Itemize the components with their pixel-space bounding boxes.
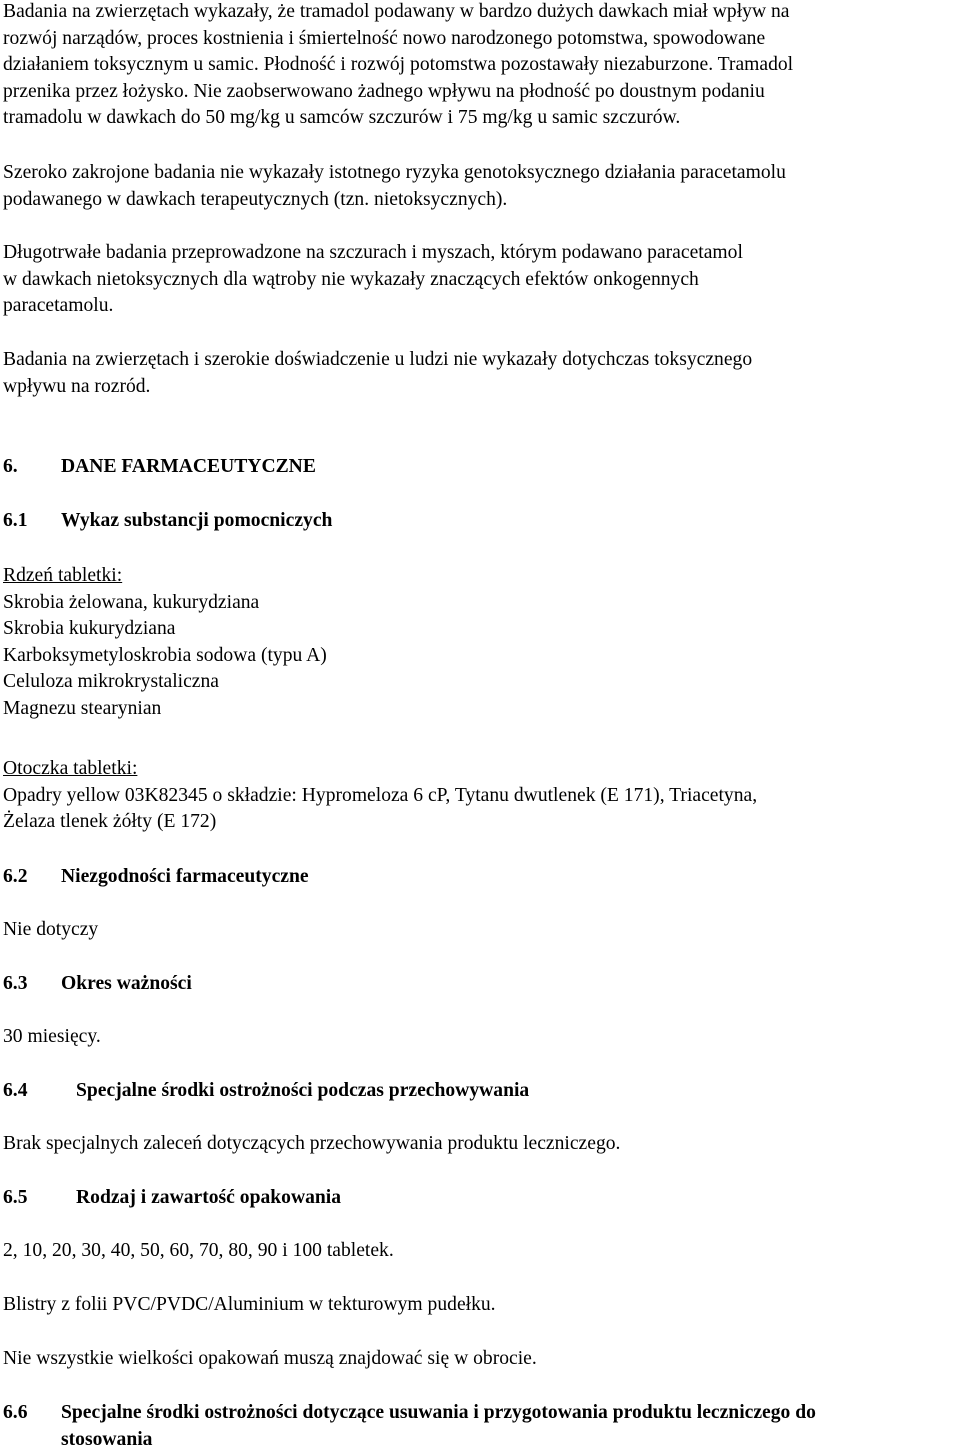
text-line: Szeroko zakrojone badania nie wykazały istotnego ryzyka genotoksycznego działania paracetamolu (3, 160, 960, 187)
section-title: Wykaz substancji pomocniczych (61, 510, 332, 531)
text-line: wpływu na rozród. (3, 374, 960, 401)
excipient-item: Celuloza mikrokrystaliczna (3, 669, 960, 696)
tablet-core-list (3, 563, 960, 722)
text-line: tramadolu w dawkach do 50 mg/kg u samców szczurów i 75 mg/kg u samic szczurów. (3, 105, 960, 132)
section-heading-6-6 (3, 1400, 960, 1453)
paragraph-genotoxicity (3, 160, 960, 213)
section-title: Specjalne środki ostrożności podczas przechowywania (76, 1080, 529, 1101)
section-number: 6.3 (3, 971, 61, 998)
text-line: przenika przez łożysko. Nie zaobserwowano żadnego wpływu na płodność po doustnym podaniu (3, 79, 960, 106)
section-6-3-text (3, 1024, 960, 1051)
text-line: Nie dotyczy (3, 917, 960, 944)
section-number: 6.5 (3, 1185, 76, 1212)
excipient-item: Karboksymetyloskrobia sodowa (typu A) (3, 643, 960, 670)
section-heading-6-4 (3, 1078, 529, 1105)
section-number: 6.4 (3, 1078, 76, 1105)
pack-sizes-text (3, 1238, 960, 1265)
text-line: Badania na zwierzętach wykazały, że tramadol podawany w bardzo dużych dawkach miał wpływ na (3, 0, 960, 26)
text-line: paracetamolu. (3, 293, 960, 320)
text-line: Nie wszystkie wielkości opakowań muszą znajdować się w obrocie. (3, 1346, 960, 1373)
excipient-item: Skrobia żelowana, kukurydziana (3, 590, 960, 617)
blister-text (3, 1292, 960, 1319)
section-number: 6. (3, 454, 61, 481)
text-line: Długotrwałe badania przeprowadzone na szczurach i myszach, którym podawano paracetamol (3, 240, 960, 267)
section-title: DANE FARMACEUTYCZNE (61, 456, 316, 477)
excipient-item: Skrobia kukurydziana (3, 616, 960, 643)
text-line: Blistry z folii PVC/PVDC/Aluminium w tekturowym pudełku. (3, 1292, 960, 1319)
coating-composition-line: Opadry yellow 03K82345 o składzie: Hypromeloza 6 cP, Tytanu dwutlenek (E 171), Triacetyna, (3, 783, 960, 810)
tablet-coating-list (3, 756, 960, 836)
text-line: rozwój narządów, proces kostnienia i śmiertelność nowo narodzonego potomstwa, spowodowane (3, 26, 960, 53)
section-heading-6-3 (3, 971, 192, 998)
text-line: działaniem toksycznym u samic. Płodność i rozwój potomstwa pozostawały niezaburzone. Tramadol (3, 52, 960, 79)
text-line: w dawkach nietoksycznych dla wątroby nie wykazały znaczących efektów onkogennych (3, 267, 960, 294)
section-heading-6-2 (3, 864, 309, 891)
section-6-4-text (3, 1131, 960, 1158)
paragraph-oncogenicity (3, 240, 960, 320)
section-title: Okres ważności (61, 973, 192, 994)
section-title-line: Specjalne środki ostrożności dotyczące usuwania i przygotowania produktu leczniczego do (61, 1402, 816, 1423)
section-6-2-text (3, 917, 960, 944)
text-line: 2, 10, 20, 30, 40, 50, 60, 70, 80, 90 i 100 tabletek. (3, 1238, 960, 1265)
tablet-coating-label: Otoczka tabletki: (3, 756, 960, 783)
section-number: 6.2 (3, 864, 61, 891)
section-heading-6-1 (3, 508, 332, 535)
section-heading-6 (3, 454, 316, 481)
section-title-line: stosowania (3, 1427, 960, 1453)
marketing-note-text (3, 1346, 960, 1373)
text-line: podawanego w dawkach terapeutycznych (tzn. nietoksycznych). (3, 187, 960, 214)
excipient-item: Magnezu stearynian (3, 696, 960, 723)
text-line: Brak specjalnych zaleceń dotyczących przechowywania produktu leczniczego. (3, 1131, 960, 1158)
text-line: Badania na zwierzętach i szerokie doświadczenie u ludzi nie wykazały dotychczas toksycznego (3, 347, 960, 374)
text-line: 30 miesięcy. (3, 1024, 960, 1051)
section-title: Rodzaj i zawartość opakowania (76, 1187, 341, 1208)
paragraph-reproduction (3, 347, 960, 400)
paragraph-tramadol-reproduction (3, 0, 960, 132)
section-title: Niezgodności farmaceutyczne (61, 866, 309, 887)
section-number: 6.6 (3, 1400, 61, 1427)
tablet-core-label: Rdzeń tabletki: (3, 563, 960, 590)
section-heading-6-5 (3, 1185, 341, 1212)
coating-composition-line: Żelaza tlenek żółty (E 172) (3, 809, 960, 836)
section-number: 6.1 (3, 508, 61, 535)
